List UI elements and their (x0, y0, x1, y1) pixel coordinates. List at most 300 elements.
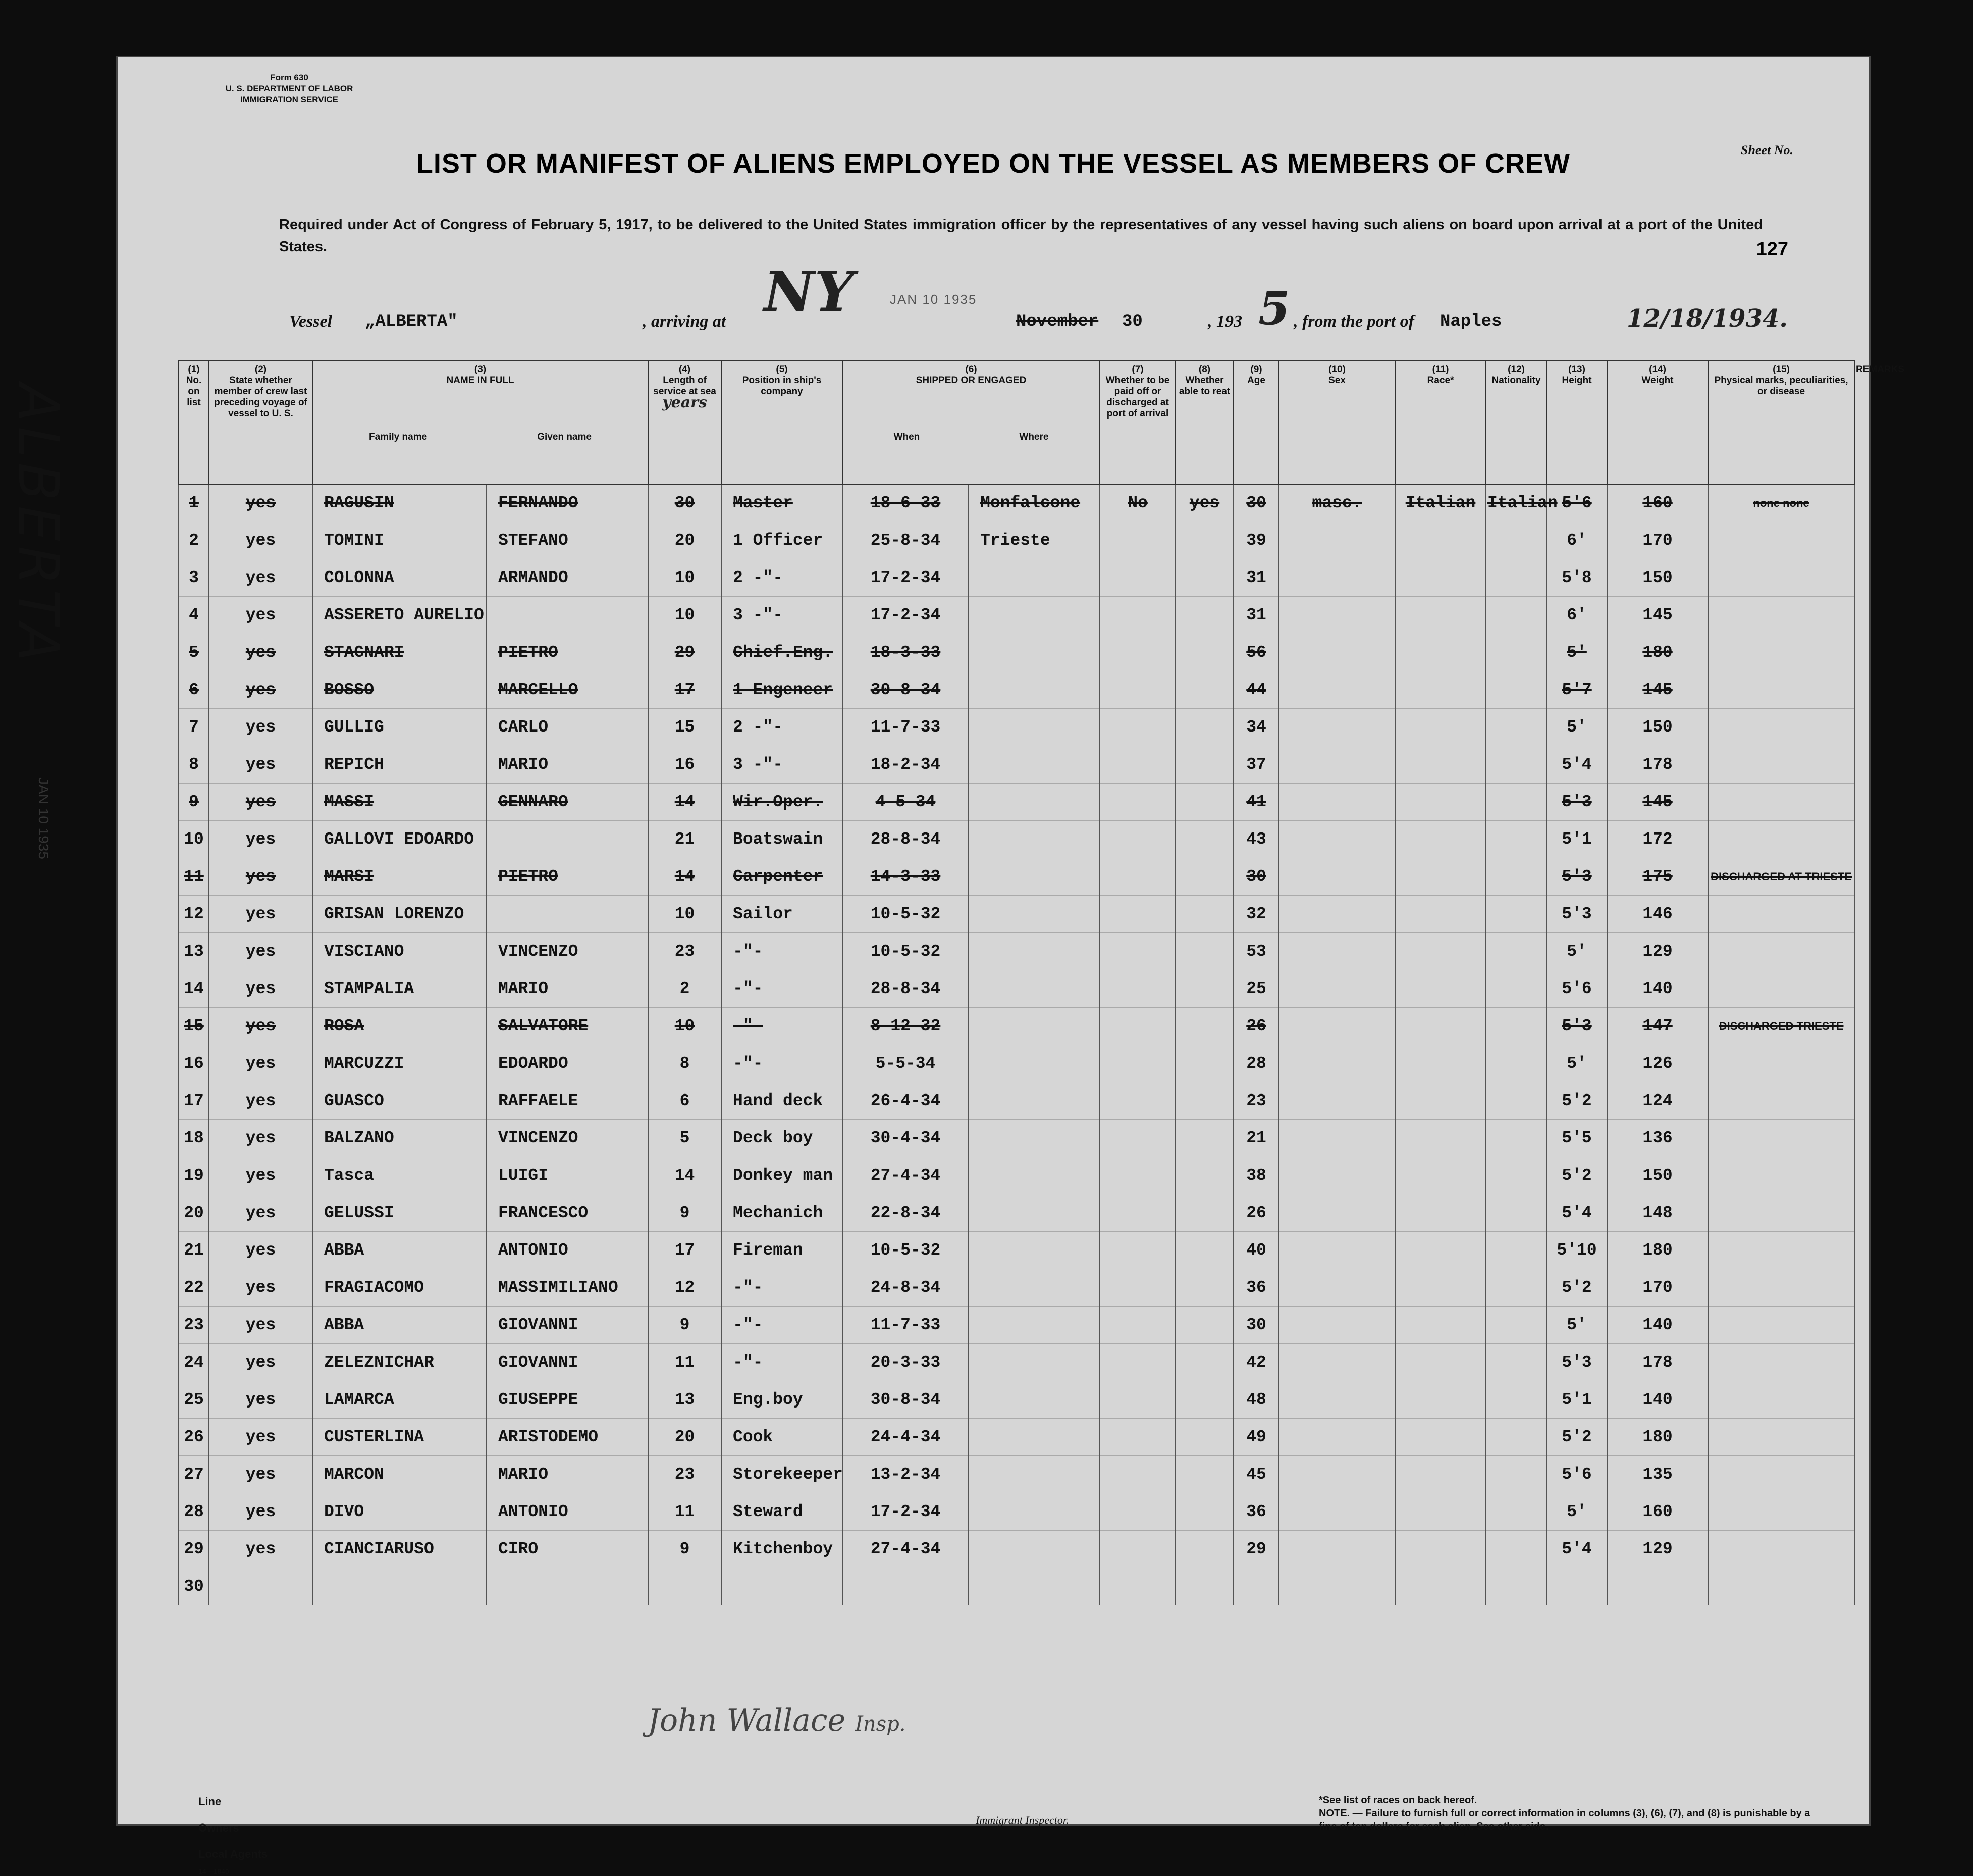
cell-shipped-where (969, 1008, 1100, 1045)
cell-shipped-when: 10-5-32 (842, 1232, 969, 1269)
column-header-service: (4) Length of service at sea years (648, 360, 721, 484)
cell-family-name: ABBA (312, 1307, 487, 1344)
cell-height: 5'2 (1547, 1269, 1607, 1307)
cell-remarks (1708, 709, 1854, 746)
cell-row-number: 27 (179, 1456, 209, 1493)
cell-height: 5'3 (1547, 1344, 1607, 1381)
cell-age: 56 (1234, 634, 1279, 671)
cell-position: Carpenter (721, 858, 842, 896)
cell-sex: masc. (1279, 484, 1395, 522)
cell-paid-off (1100, 559, 1176, 597)
cell-sex (1279, 821, 1395, 858)
crew-row (179, 634, 1854, 671)
cell-service-years: 30 (648, 484, 721, 522)
cell-position: -"- (721, 933, 842, 970)
cell-weight: 140 (1607, 970, 1708, 1008)
cell-race (1395, 1456, 1486, 1493)
cell-family-name: CUSTERLINA (312, 1419, 487, 1456)
cell-age: 26 (1234, 1008, 1279, 1045)
cell-weight: 140 (1607, 1307, 1708, 1344)
cell-age: 41 (1234, 784, 1279, 821)
cell-family-name: COLONNA (312, 559, 487, 597)
cell-race (1395, 896, 1486, 933)
cell-weight: 135 (1607, 1456, 1708, 1493)
column-header-age: (9) Age (1234, 360, 1279, 484)
cell-race (1395, 746, 1486, 784)
cell-age: 30 (1234, 858, 1279, 896)
cell-weight: 160 (1607, 1493, 1708, 1531)
cell-height (1547, 1568, 1607, 1605)
cell-previous-voyage (209, 1568, 312, 1605)
cell-service-years: 11 (648, 1493, 721, 1531)
cell-shipped-where (969, 821, 1100, 858)
cell-service-years: 11 (648, 1344, 721, 1381)
cell-remarks (1708, 1419, 1854, 1456)
inspector-signature: John Wallace Insp. (648, 1703, 906, 1738)
cell-position: Deck boy (721, 1120, 842, 1157)
cell-paid-off (1100, 970, 1176, 1008)
cell-shipped-when: 14-3-33 (842, 858, 969, 896)
cell-remarks (1708, 1381, 1854, 1419)
cell-able-to-read (1176, 821, 1234, 858)
crew-row (179, 858, 1854, 896)
cell-able-to-read (1176, 559, 1234, 597)
cell-paid-off (1100, 1157, 1176, 1194)
cell-able-to-read (1176, 1120, 1234, 1157)
column-header-weight: (14) Weight (1607, 360, 1708, 484)
cell-shipped-where (969, 896, 1100, 933)
vessel-name: „ALBERTA" (365, 312, 458, 331)
cell-family-name: DIVO (312, 1493, 487, 1531)
cell-remarks-text: none (1783, 496, 1809, 509)
cell-shipped-when: 27-4-34 (842, 1157, 969, 1194)
cell-weight: 129 (1607, 1531, 1708, 1568)
cell-nationality (1486, 671, 1547, 709)
cell-race (1395, 1157, 1486, 1194)
cell-previous-voyage: yes (209, 522, 312, 559)
cell-sex (1279, 1419, 1395, 1456)
sheet-number-label: Sheet No. (1741, 143, 1793, 158)
cell-remarks (1708, 1344, 1854, 1381)
cell-shipped-where (969, 933, 1100, 970)
cell-row-number: 9 (179, 784, 209, 821)
arrival-month: November (1016, 312, 1099, 331)
cell-height: 5'10 (1547, 1232, 1607, 1269)
cell-shipped-where (969, 709, 1100, 746)
cell-service-years: 16 (648, 746, 721, 784)
cell-shipped-when: 11-7-33 (842, 709, 969, 746)
cell-position: Kitchenboy (721, 1531, 842, 1568)
cell-service-years: 9 (648, 1194, 721, 1232)
cell-weight: 170 (1607, 1269, 1708, 1307)
cell-position: Hand deck (721, 1082, 842, 1120)
crew-row (179, 1082, 1854, 1120)
cell-paid-off (1100, 1568, 1176, 1605)
cell-previous-voyage: yes (209, 484, 312, 522)
cell-shipped-when: 5-5-34 (842, 1045, 969, 1082)
cell-weight: 172 (1607, 821, 1708, 858)
cell-family-name: ABBA (312, 1232, 487, 1269)
cell-race (1395, 784, 1486, 821)
cell-able-to-read (1176, 1194, 1234, 1232)
cell-race: Italian (1395, 484, 1486, 522)
column-header-able-to-read: (8) Whether able to reat (1176, 360, 1234, 484)
cell-able-to-read (1176, 1456, 1234, 1493)
cell-remarks (1708, 1008, 1854, 1045)
cell-age: 45 (1234, 1456, 1279, 1493)
cell-race (1395, 821, 1486, 858)
cell-service-years: 15 (648, 709, 721, 746)
cell-row-number: 1 (179, 484, 209, 522)
cell-height: 6' (1547, 597, 1607, 634)
cell-family-name (312, 1568, 487, 1605)
cell-nationality (1486, 1456, 1547, 1493)
cell-race (1395, 1082, 1486, 1120)
cell-position: Storekeeper (721, 1456, 842, 1493)
cell-height: 5'8 (1547, 559, 1607, 597)
cell-shipped-where (969, 671, 1100, 709)
cell-race (1395, 1419, 1486, 1456)
cell-sex (1279, 1531, 1395, 1568)
cell-age: 26 (1234, 1194, 1279, 1232)
cell-weight: 150 (1607, 559, 1708, 597)
cell-weight: 126 (1607, 1045, 1708, 1082)
arrival-port-handwritten: NY (764, 259, 855, 324)
cell-shipped-where (969, 1344, 1100, 1381)
cell-nationality (1486, 1194, 1547, 1232)
cell-race (1395, 709, 1486, 746)
crew-row (179, 1456, 1854, 1493)
cell-previous-voyage: yes (209, 1045, 312, 1082)
cell-paid-off (1100, 1307, 1176, 1344)
cell-race (1395, 933, 1486, 970)
cell-row-number: 16 (179, 1045, 209, 1082)
cell-given-name: FRANCESCO (487, 1194, 648, 1232)
cell-nationality (1486, 1531, 1547, 1568)
cell-service-years: 21 (648, 821, 721, 858)
cell-sex (1279, 933, 1395, 970)
cell-given-name: FERNANDO (487, 484, 648, 522)
cell-able-to-read (1176, 522, 1234, 559)
cell-height: 5' (1547, 709, 1607, 746)
cell-given-name: MARIO (487, 970, 648, 1008)
cell-previous-voyage: yes (209, 1307, 312, 1344)
cell-nationality (1486, 597, 1547, 634)
cell-row-number: 11 (179, 858, 209, 896)
cell-family-name: LAMARCA (312, 1381, 487, 1419)
cell-weight: 129 (1607, 933, 1708, 970)
cell-position: Chief.Eng. (721, 634, 842, 671)
cell-given-name: ARMANDO (487, 559, 648, 597)
cell-shipped-where (969, 746, 1100, 784)
cell-able-to-read (1176, 970, 1234, 1008)
cell-given-name: GENNARO (487, 784, 648, 821)
cell-family-name: GRISAN LORENZO (312, 896, 487, 933)
cell-race (1395, 1194, 1486, 1232)
cell-sex (1279, 1157, 1395, 1194)
cell-position: Boatswain (721, 821, 842, 858)
cell-height: 5'2 (1547, 1419, 1607, 1456)
cell-given-name: MASSIMILIANO (487, 1269, 648, 1307)
cell-race (1395, 970, 1486, 1008)
cell-previous-voyage: yes (209, 896, 312, 933)
cell-paid-off (1100, 634, 1176, 671)
document-subtitle: Required under Act of Congress of February 5, 1917, to be delivered to the United States immigration officer by the representatives of any vessel having such aliens on board upon arrival at a port of the United States. (279, 217, 1763, 255)
cell-age: 36 (1234, 1269, 1279, 1307)
cell-able-to-read (1176, 1381, 1234, 1419)
crew-row (179, 933, 1854, 970)
service-name: IMMIGRATION SERVICE (240, 95, 338, 105)
cell-previous-voyage: yes (209, 1531, 312, 1568)
cell-sex (1279, 1045, 1395, 1082)
cell-remarks (1708, 784, 1854, 821)
race-note: *See list of races on back hereof. (1319, 1795, 1477, 1806)
cell-sex (1279, 970, 1395, 1008)
cell-nationality (1486, 1269, 1547, 1307)
cell-shipped-where (969, 1531, 1100, 1568)
cell-remarks (1708, 1120, 1854, 1157)
cell-given-name (487, 597, 648, 634)
cell-family-name: ASSERETO AURELIO (312, 597, 487, 634)
cell-age: 38 (1234, 1157, 1279, 1194)
cell-paid-off (1100, 1456, 1176, 1493)
cell-service-years: 12 (648, 1269, 721, 1307)
column-header-height: (13) Height (1547, 360, 1607, 484)
cell-position: 1 Officer (721, 522, 842, 559)
cell-nationality (1486, 559, 1547, 597)
cell-shipped-where (969, 1232, 1100, 1269)
cell-age: 36 (1234, 1493, 1279, 1531)
cell-shipped-when: 17-2-34 (842, 1493, 969, 1531)
cell-height: 5'4 (1547, 1194, 1607, 1232)
cell-family-name: GALLOVI EDOARDO (312, 821, 487, 858)
crew-row (179, 1381, 1854, 1419)
cell-nationality (1486, 1493, 1547, 1531)
cell-nationality (1486, 1157, 1547, 1194)
cell-age: 42 (1234, 1344, 1279, 1381)
cell-paid-off (1100, 1419, 1176, 1456)
cell-remarks (1708, 1045, 1854, 1082)
cell-service-years: 14 (648, 858, 721, 896)
cell-row-number: 29 (179, 1531, 209, 1568)
cell-sex (1279, 1344, 1395, 1381)
cell-sex (1279, 1082, 1395, 1120)
cell-position: Eng.boy (721, 1381, 842, 1419)
cell-row-number: 10 (179, 821, 209, 858)
cell-paid-off (1100, 1531, 1176, 1568)
given-name-header: Given name (537, 432, 592, 442)
cell-height: 5'1 (1547, 821, 1607, 858)
cell-nationality (1486, 933, 1547, 970)
arrival-date-stamp: JAN 10 1935 (890, 292, 977, 307)
cell-shipped-when: 27-4-34 (842, 1531, 969, 1568)
cell-position: Cook (721, 1419, 842, 1456)
cell-remarks-text: DISCHARGED TRIESTE (1719, 1019, 1844, 1032)
column-header-physical-marks: (15) Physical marks, peculiarities, or disease (1708, 360, 1854, 484)
cell-shipped-where (969, 1194, 1100, 1232)
arrival-year-handwritten: 5 (1258, 282, 1290, 335)
cell-position: -"- (721, 1045, 842, 1082)
cell-remarks (1708, 1194, 1854, 1232)
cell-able-to-read (1176, 1269, 1234, 1307)
cell-able-to-read (1176, 746, 1234, 784)
cell-race (1395, 1045, 1486, 1082)
cell-family-name: BALZANO (312, 1120, 487, 1157)
crew-row (179, 1344, 1854, 1381)
cell-given-name: ANTONIO (487, 1232, 648, 1269)
cell-shipped-when: 13-2-34 (842, 1456, 969, 1493)
cell-position: Master (721, 484, 842, 522)
cell-previous-voyage: yes (209, 784, 312, 821)
cell-row-number: 15 (179, 1008, 209, 1045)
cell-able-to-read (1176, 1008, 1234, 1045)
cell-service-years: 14 (648, 784, 721, 821)
cell-family-name: RAGUSIN (312, 484, 487, 522)
cell-sex (1279, 671, 1395, 709)
cell-sex (1279, 559, 1395, 597)
cell-service-years (648, 1568, 721, 1605)
crew-row (179, 1568, 1854, 1605)
cell-previous-voyage: yes (209, 1344, 312, 1381)
cell-row-number: 25 (179, 1381, 209, 1419)
cell-shipped-when (842, 1568, 969, 1605)
cell-age: 31 (1234, 597, 1279, 634)
cell-able-to-read (1176, 1232, 1234, 1269)
cell-remarks (1708, 634, 1854, 671)
cell-previous-voyage: yes (209, 1381, 312, 1419)
cell-nationality (1486, 746, 1547, 784)
cell-age: 39 (1234, 522, 1279, 559)
cell-height: 5'6 (1547, 1456, 1607, 1493)
cell-shipped-when: 30-4-34 (842, 1120, 969, 1157)
cell-weight: 178 (1607, 746, 1708, 784)
cell-sex (1279, 522, 1395, 559)
cell-nationality (1486, 970, 1547, 1008)
cell-shipped-when: 24-4-34 (842, 1419, 969, 1456)
cell-able-to-read (1176, 1419, 1234, 1456)
cell-family-name: MASSI (312, 784, 487, 821)
cell-previous-voyage: yes (209, 1493, 312, 1531)
cell-able-to-read (1176, 1045, 1234, 1082)
manifest-sheet (116, 56, 1905, 1875)
crew-row (179, 709, 1854, 746)
cell-position: -"- (721, 1307, 842, 1344)
crew-row (179, 484, 1854, 522)
cell-able-to-read (1176, 1307, 1234, 1344)
cell-given-name: ARISTODEMO (487, 1419, 648, 1456)
cell-remarks (1708, 1568, 1854, 1605)
immigrant-inspector-label: Immigrant Inspector. (976, 1814, 1069, 1827)
cell-weight (1607, 1568, 1708, 1605)
footer-note (1319, 1794, 1824, 1833)
cell-service-years: 2 (648, 970, 721, 1008)
cell-able-to-read (1176, 1531, 1234, 1568)
cell-previous-voyage: yes (209, 634, 312, 671)
cell-remarks (1708, 1082, 1854, 1120)
cell-age: 21 (1234, 1120, 1279, 1157)
cell-weight: 145 (1607, 597, 1708, 634)
cell-shipped-where: Trieste (969, 522, 1100, 559)
cell-row-number: 2 (179, 522, 209, 559)
cell-service-years: 8 (648, 1045, 721, 1082)
footer-labels (198, 1789, 268, 1875)
cell-sex (1279, 597, 1395, 634)
crew-row (179, 597, 1854, 634)
cell-race (1395, 522, 1486, 559)
cell-nationality (1486, 709, 1547, 746)
cell-sex (1279, 1493, 1395, 1531)
cell-race (1395, 1381, 1486, 1419)
cell-row-number: 3 (179, 559, 209, 597)
cell-position (721, 1568, 842, 1605)
cell-race (1395, 634, 1486, 671)
cell-remarks (1708, 522, 1854, 559)
cell-shipped-where (969, 970, 1100, 1008)
cell-previous-voyage: yes (209, 597, 312, 634)
cell-shipped-when: 18-6-33 (842, 484, 969, 522)
cell-weight: 170 (1607, 522, 1708, 559)
column-header-sex: (10) Sex (1279, 360, 1395, 484)
line-label: Line (198, 1795, 222, 1808)
cell-height: 5' (1547, 1045, 1607, 1082)
cell-shipped-where (969, 1269, 1100, 1307)
cell-able-to-read (1176, 1344, 1234, 1381)
cell-able-to-read: yes (1176, 484, 1234, 522)
cell-service-years: 20 (648, 1419, 721, 1456)
cell-shipped-when: 28-8-34 (842, 970, 969, 1008)
cell-service-years: 23 (648, 933, 721, 970)
cell-shipped-where (969, 597, 1100, 634)
from-port: Naples (1440, 312, 1502, 331)
cell-previous-voyage: yes (209, 1008, 312, 1045)
cell-remarks (1708, 858, 1854, 896)
cell-able-to-read (1176, 1493, 1234, 1531)
department-name: U. S. DEPARTMENT OF LABOR (225, 84, 353, 93)
cell-sex (1279, 1232, 1395, 1269)
cell-nationality (1486, 1082, 1547, 1120)
cell-given-name: SALVATORE (487, 1008, 648, 1045)
cell-remarks (1708, 559, 1854, 597)
cell-nationality (1486, 1008, 1547, 1045)
cell-nationality (1486, 1045, 1547, 1082)
cell-shipped-when: 18-2-34 (842, 746, 969, 784)
cell-shipped-where (969, 1456, 1100, 1493)
cell-able-to-read (1176, 1082, 1234, 1120)
cell-age: 48 (1234, 1381, 1279, 1419)
cell-race (1395, 1120, 1486, 1157)
cell-position: Fireman (721, 1232, 842, 1269)
cell-row-number: 23 (179, 1307, 209, 1344)
cell-previous-voyage: yes (209, 1419, 312, 1456)
cell-given-name: GIOVANNI (487, 1307, 648, 1344)
cell-shipped-when: 4-5-34 (842, 784, 969, 821)
cell-race (1395, 559, 1486, 597)
cell-race (1395, 858, 1486, 896)
cell-sex (1279, 1194, 1395, 1232)
cell-previous-voyage: yes (209, 821, 312, 858)
cell-height: 5'5 (1547, 1120, 1607, 1157)
cell-shipped-when: 25-8-34 (842, 522, 969, 559)
cell-nationality (1486, 1381, 1547, 1419)
cell-family-name: ZELEZNICHAR (312, 1344, 487, 1381)
cell-height: 5'3 (1547, 1008, 1607, 1045)
cell-race (1395, 1008, 1486, 1045)
cell-remarks (1708, 970, 1854, 1008)
cell-row-number: 13 (179, 933, 209, 970)
cell-paid-off (1100, 709, 1176, 746)
side-vessel-name-handwritten: ALBERTA (6, 384, 71, 667)
cell-family-name: BOSSO (312, 671, 487, 709)
